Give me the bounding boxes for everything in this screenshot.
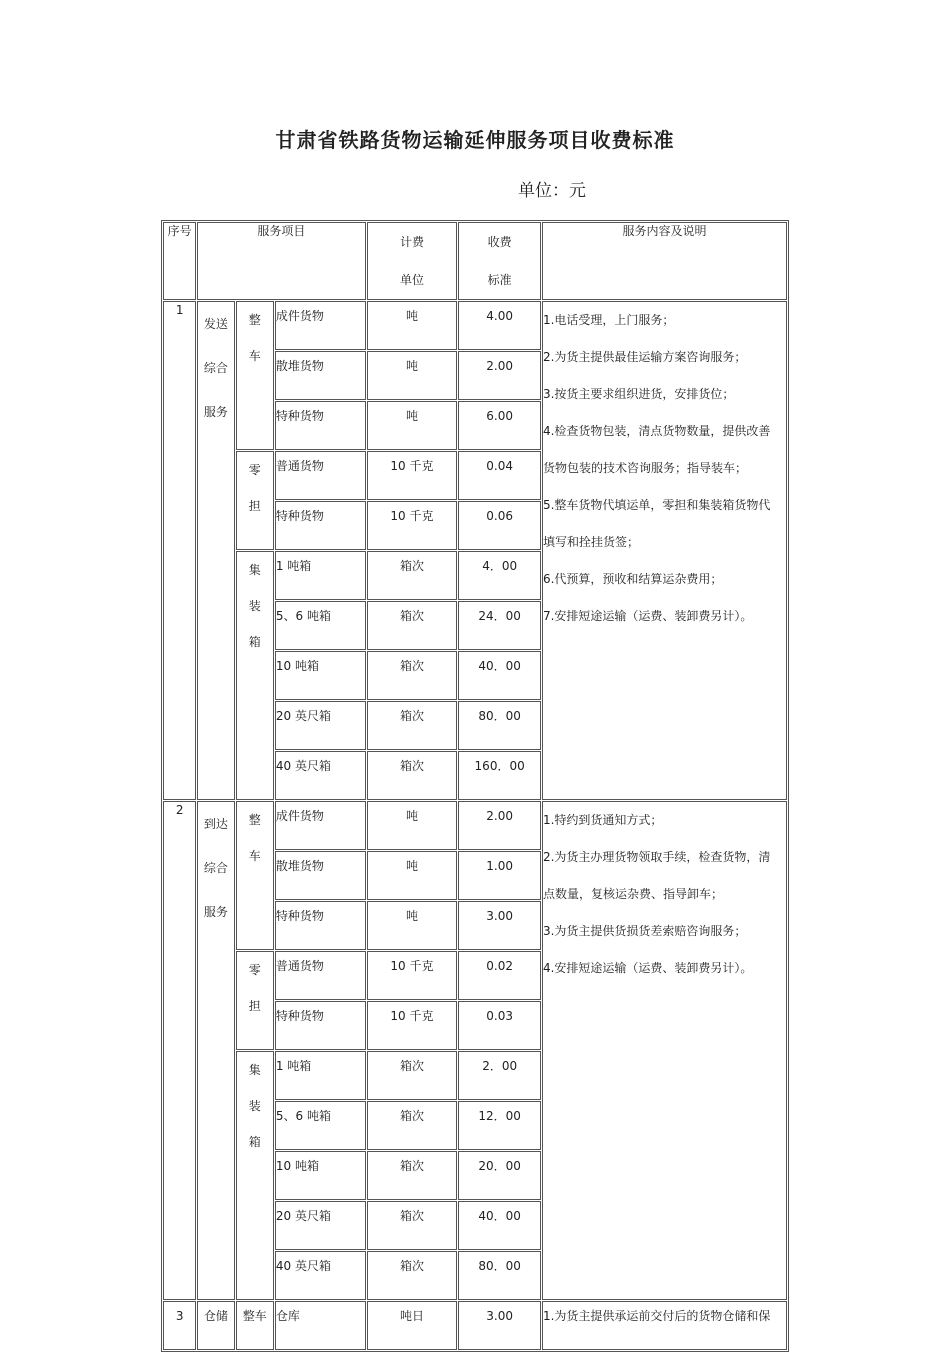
description-cell	[542, 801, 787, 1300]
table-row	[163, 801, 787, 850]
rate-cell: 0.04	[458, 451, 541, 500]
category-char: 零	[248, 463, 261, 477]
item-cell: 成件货物	[275, 301, 366, 350]
header-row	[163, 222, 787, 300]
header-billing-unit	[367, 222, 458, 300]
unit-cell: 箱次	[367, 601, 458, 650]
item-cell: 特种货物	[275, 1001, 366, 1050]
description-line: 1.电话受理，上门服务；	[542, 313, 675, 327]
description-line: 1.为货主提供承运前交付后的货物仓储和保	[542, 1309, 771, 1323]
rate-cell: 40．00	[458, 1201, 541, 1250]
item-cell: 特种货物	[275, 401, 366, 450]
rate-cell: 80．00	[458, 701, 541, 750]
section-name	[197, 801, 234, 1300]
unit-cell: 吨	[367, 351, 458, 400]
category-char: 装	[248, 599, 261, 613]
category-char: 担	[248, 999, 261, 1013]
unit-note: 单位：元	[518, 181, 586, 201]
category-char: 集	[248, 1063, 261, 1077]
header-rate	[458, 222, 541, 300]
header-billing-unit-line1: 计费	[399, 235, 424, 249]
category-cell	[236, 451, 274, 550]
category-char: 集	[248, 563, 261, 577]
unit-cell: 箱次	[367, 751, 458, 800]
item-cell: 1 吨箱	[275, 551, 366, 600]
rate-cell: 24．00	[458, 601, 541, 650]
description-line: 2.为货主提供最佳运输方案咨询服务；	[542, 350, 747, 364]
unit-cell: 吨	[367, 301, 458, 350]
description-line: 4.安排短途运输（运费、装卸费另计）。	[542, 961, 753, 975]
description-line: 5.整车货物代填运单，零担和集装箱货物代	[542, 498, 771, 512]
item-cell: 10 吨箱	[275, 1151, 366, 1200]
description-line: 6.代预算，预收和结算运杂费用；	[542, 572, 723, 586]
unit-cell: 箱次	[367, 1201, 458, 1250]
description-line: 3.按货主要求组织进货，安排货位；	[542, 387, 735, 401]
rate-cell: 20．00	[458, 1151, 541, 1200]
unit-cell: 箱次	[367, 701, 458, 750]
rate-cell: 0.06	[458, 501, 541, 550]
category-cell	[236, 301, 274, 450]
header-rate-line2: 标准	[487, 273, 512, 287]
section-seq: 1	[163, 301, 196, 800]
description-line: 4.检查货物包装，清点货物数量，提供改善	[542, 424, 771, 438]
item-cell: 散堆货物	[275, 351, 366, 400]
item-cell: 1 吨箱	[275, 1051, 366, 1100]
category-char: 箱	[248, 635, 261, 649]
table-row	[163, 1301, 787, 1350]
description-line: 1.特约到货通知方式；	[542, 813, 663, 827]
rate-cell: 0.02	[458, 951, 541, 1000]
category-cell	[236, 801, 274, 950]
description-cell	[542, 1301, 787, 1350]
category-cell	[236, 551, 274, 800]
description-line: 填写和拴挂货签；	[542, 535, 639, 549]
rate-cell: 3.00	[458, 901, 541, 950]
item-cell: 5、6 吨箱	[275, 601, 366, 650]
rate-cell: 2．00	[458, 1051, 541, 1100]
header-billing-unit-line2: 单位	[399, 273, 424, 287]
section-name-char: 服务	[203, 405, 228, 419]
unit-cell: 吨	[367, 801, 458, 850]
section-seq: 3	[163, 1301, 196, 1350]
unit-cell: 10 千克	[367, 501, 458, 550]
unit-cell: 吨日	[367, 1301, 458, 1350]
unit-cell: 10 千克	[367, 1001, 458, 1050]
unit-cell: 箱次	[367, 1151, 458, 1200]
rate-cell: 2.00	[458, 351, 541, 400]
item-cell: 40 英尺箱	[275, 751, 366, 800]
description-line: 点数量，复核运杂费、指导卸车；	[542, 887, 723, 901]
section-name-char: 综合	[203, 361, 228, 375]
table-row	[163, 301, 787, 350]
section-name-char: 发送	[203, 317, 228, 331]
category-cell: 整车	[236, 1301, 274, 1350]
header-desc: 服务内容及说明	[542, 222, 787, 300]
category-char: 车	[248, 349, 261, 363]
category-char: 整	[248, 313, 261, 327]
rate-cell: 12．00	[458, 1101, 541, 1150]
rate-cell: 3.00	[458, 1301, 541, 1350]
rate-cell: 4．00	[458, 551, 541, 600]
rate-cell: 40．00	[458, 651, 541, 700]
unit-cell: 箱次	[367, 551, 458, 600]
header-rate-line1: 收费	[487, 235, 512, 249]
item-cell: 普通货物	[275, 951, 366, 1000]
section-seq: 2	[163, 801, 196, 1300]
category-cell	[236, 1051, 274, 1300]
category-cell	[236, 951, 274, 1050]
item-cell: 仓库	[275, 1301, 366, 1350]
category-char: 整	[248, 813, 261, 827]
unit-cell: 吨	[367, 901, 458, 950]
rate-cell: 160．00	[458, 751, 541, 800]
unit-cell: 10 千克	[367, 951, 458, 1000]
unit-cell: 箱次	[367, 1101, 458, 1150]
category-char: 箱	[248, 1135, 261, 1149]
rate-cell: 1.00	[458, 851, 541, 900]
rate-cell: 80．00	[458, 1251, 541, 1300]
unit-cell: 10 千克	[367, 451, 458, 500]
item-cell: 成件货物	[275, 801, 366, 850]
item-cell: 10 吨箱	[275, 651, 366, 700]
item-cell: 40 英尺箱	[275, 1251, 366, 1300]
unit-cell: 箱次	[367, 1051, 458, 1100]
fee-table	[161, 220, 789, 1352]
document-title: 甘肃省铁路货物运输延伸服务项目收费标准	[275, 128, 675, 152]
unit-cell: 吨	[367, 851, 458, 900]
rate-cell: 6.00	[458, 401, 541, 450]
header-item: 服务项目	[197, 222, 365, 300]
unit-cell: 箱次	[367, 1251, 458, 1300]
item-cell: 20 英尺箱	[275, 1201, 366, 1250]
item-cell: 5、6 吨箱	[275, 1101, 366, 1150]
item-cell: 散堆货物	[275, 851, 366, 900]
category-char: 零	[248, 963, 261, 977]
description-line: 3.为货主提供货损货差索赔咨询服务；	[542, 924, 747, 938]
description-line: 2.为货主办理货物领取手续，检查货物，清	[542, 850, 771, 864]
item-cell: 特种货物	[275, 501, 366, 550]
item-cell: 20 英尺箱	[275, 701, 366, 750]
section-name	[197, 301, 234, 800]
section-name-char: 服务	[203, 905, 228, 919]
item-cell: 特种货物	[275, 901, 366, 950]
category-char: 车	[248, 849, 261, 863]
category-char: 担	[248, 499, 261, 513]
header-seq: 序号	[163, 222, 196, 300]
item-cell: 普通货物	[275, 451, 366, 500]
section-name-char: 到达	[203, 817, 228, 831]
section-name-char: 综合	[203, 861, 228, 875]
category-char: 装	[248, 1099, 261, 1113]
description-cell	[542, 301, 787, 800]
rate-cell: 2.00	[458, 801, 541, 850]
rate-cell: 4.00	[458, 301, 541, 350]
rate-cell: 0.03	[458, 1001, 541, 1050]
unit-cell: 箱次	[367, 651, 458, 700]
description-line: 7.安排短途运输（运费、装卸费另计）。	[542, 609, 753, 623]
unit-cell: 吨	[367, 401, 458, 450]
section-name: 仓储	[197, 1301, 234, 1350]
description-line: 货物包装的技术咨询服务；指导装车；	[542, 461, 747, 475]
